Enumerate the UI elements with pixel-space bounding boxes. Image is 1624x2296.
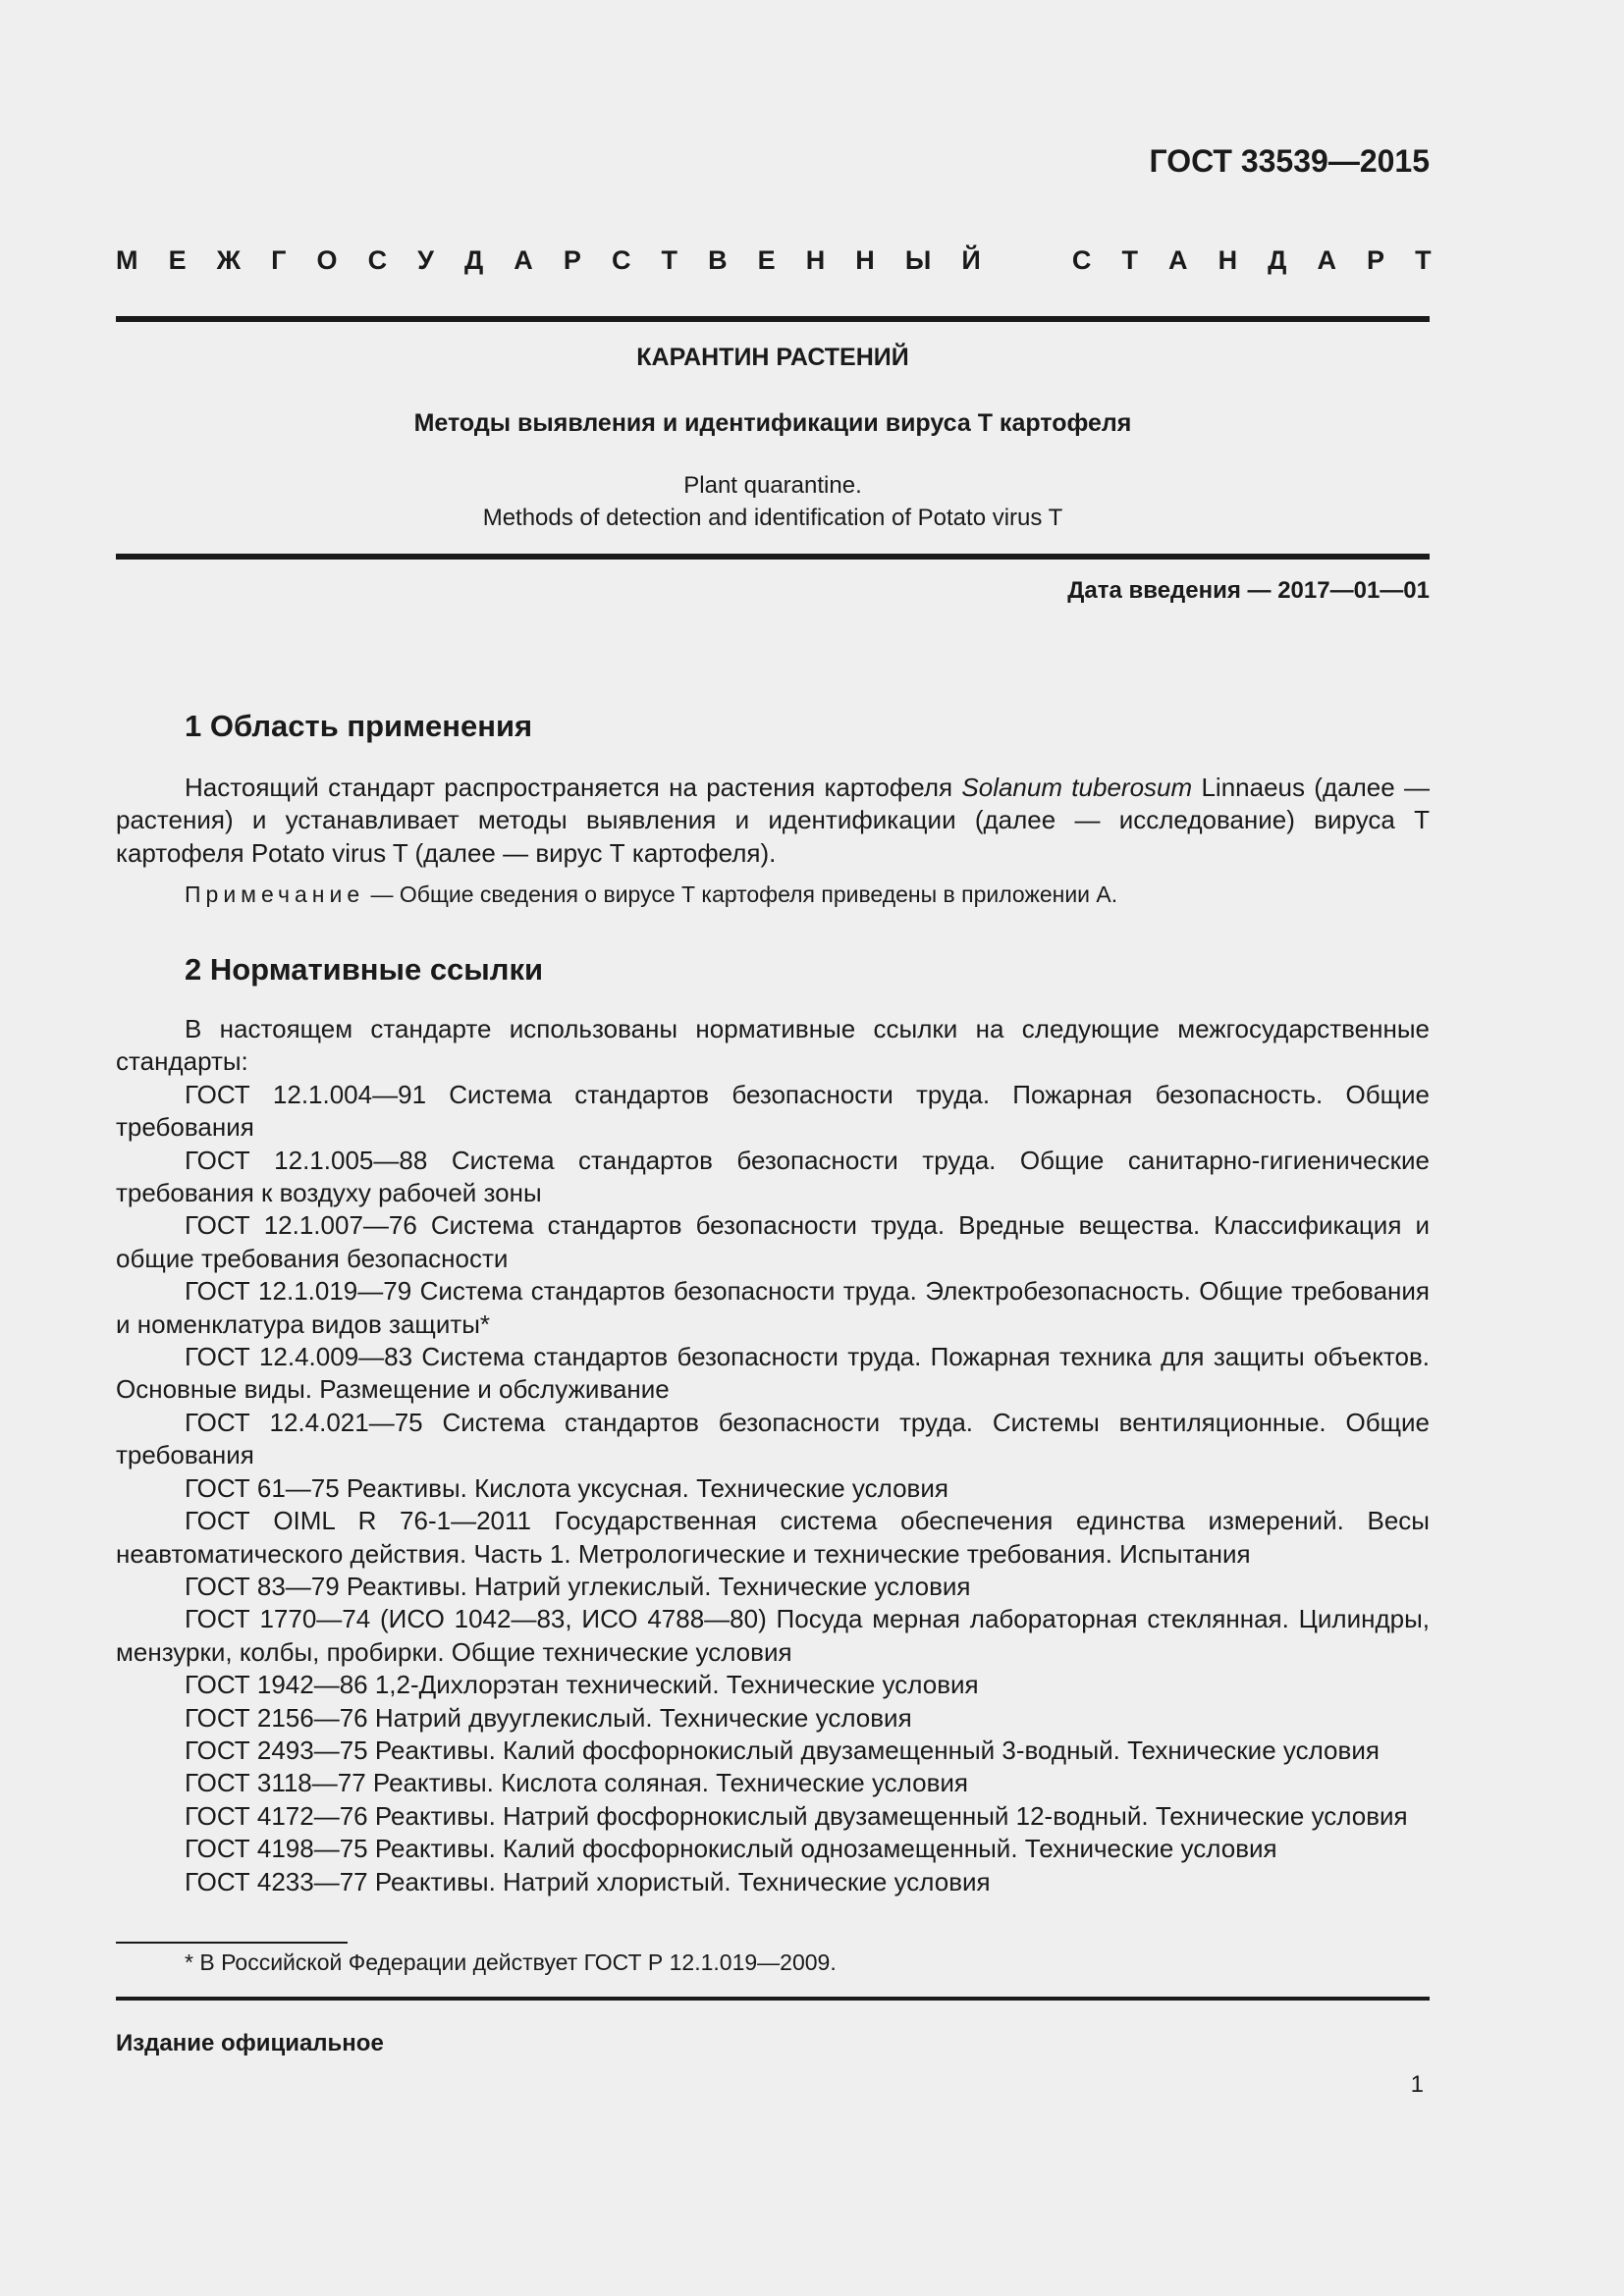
banner-letter: Ы [904, 245, 932, 275]
reference-item: ГОСТ 4172—76 Реактивы. Натрий фосфорнокислый двузамещенный 12-водный. Технические условия [185, 1800, 1408, 1831]
banner-letter: Т [661, 245, 677, 275]
banner-letter: М [116, 245, 138, 275]
banner-letter: О [316, 245, 338, 275]
banner-letter: В [708, 245, 728, 275]
reference-item: ГОСТ 3118—77 Реактивы. Кислота соляная. Технические условия [185, 1768, 969, 1798]
banner-letter: А [1317, 245, 1336, 275]
banner-letter: Т [1415, 245, 1432, 275]
banner-letter: С [611, 245, 631, 275]
note-label: Примечание [185, 881, 365, 907]
banner-letter: Р [1367, 245, 1385, 275]
reference-item: ГОСТ 61—75 Реактивы. Кислота уксусная. Технические условия [185, 1472, 948, 1503]
section-2-body [116, 1013, 1430, 1898]
document-title: КАРАНТИН РАСТЕНИЙ [636, 344, 909, 371]
reference-item: ГОСТ 4233—77 Реактивы. Натрий хлористый. Технические условия [185, 1866, 991, 1896]
reference-item: ГОСТ 12.1.019—79 Система стандартов безопасности труда. Электробезопасность. Общие требования и номенклатура видов защиты* [116, 1276, 1430, 1339]
banner-letter: С [1071, 245, 1092, 275]
banner-letter: Г [271, 245, 287, 275]
footer-rule [116, 1997, 1430, 2001]
gost-number: ГОСТ 33539—2015 [1149, 143, 1430, 179]
english-title-line-1: Plant quarantine. [683, 472, 862, 499]
introduction-date: Дата введения — 2017—01—01 [1067, 577, 1430, 604]
section-1-body [116, 772, 1430, 870]
reference-item: ГОСТ 12.4.021—75 Система стандартов безопасности труда. Системы вентиляционные. Общие требования [116, 1407, 1430, 1470]
note [185, 881, 1117, 908]
reference-item: ГОСТ 12.1.004—91 Система стандартов безопасности труда. Пожарная безопасность. Общие требования [116, 1079, 1430, 1143]
reference-item: ГОСТ OIML R 76-1—2011 Государственная система обеспечения единства измерений. Весы неавтоматического действия. Часть 1. Метрологические и технические требования. Испытания [116, 1506, 1430, 1569]
note-text: — Общие сведения о вирусе Т картофеля приведены в приложении А. [364, 881, 1118, 907]
banner-letter: Е [168, 245, 187, 275]
banner-letter: С [367, 245, 388, 275]
reference-item: ГОСТ 83—79 Реактивы. Натрий углекислый. Технические условия [185, 1571, 971, 1601]
scope-paragraph: Настоящий стандарт распространяется на растения картофеля Solanum tuberosum Linnaeus (далее — растения) и устанавливает методы выявления и идентификации (далее — исследование) вируса Т картофеля Potato virus T (далее — вирус Т картофеля). [116, 773, 1430, 868]
english-title [116, 469, 1430, 534]
section-2-heading: 2 Нормативные ссылки [185, 952, 544, 987]
interstate-standard-banner [116, 245, 1432, 276]
reference-item: ГОСТ 1942—86 1,2-Дихлорэтан технический. Технические условия [185, 1670, 979, 1700]
header-rule [116, 316, 1430, 322]
banner-letter: Н [805, 245, 826, 275]
reference-item: ГОСТ 12.1.007—76 Система стандартов безопасности труда. Вредные вещества. Классификация и общие требования безопасности [116, 1210, 1430, 1273]
species-name: Solanum tuberosum [961, 773, 1193, 802]
footnote: * В Российской Федерации действует ГОСТ Р 12.1.019—2009. [185, 1949, 837, 1975]
reference-item: ГОСТ 12.1.005—88 Система стандартов безопасности труда. Общие санитарно-гигиенические требования к воздуху рабочей зоны [116, 1145, 1430, 1208]
english-title-line-2: Methods of detection and identification of Potato virus T [482, 505, 1063, 531]
reference-item: ГОСТ 4198—75 Реактивы. Калий фосфорнокислый однозамещенный. Технические условия [185, 1834, 1277, 1864]
banner-letter: Н [855, 245, 875, 275]
page-number: 1 [1410, 2071, 1424, 2098]
reference-item: ГОСТ 2493—75 Реактивы. Калий фосфорнокислый двузамещенный 3-водный. Технические условия [185, 1735, 1380, 1765]
banner-letter: Е [757, 245, 776, 275]
official-edition-label: Издание официальное [116, 2030, 384, 2056]
banner-letter: Д [1268, 245, 1287, 275]
banner-letter: Й [961, 245, 981, 275]
banner-letter: Д [463, 245, 484, 275]
banner-letter: Н [1218, 245, 1238, 275]
reference-item: ГОСТ 1770—74 (ИСО 1042—83, ИСО 4788—80) Посуда мерная лабораторная стеклянная. Цилиндры, мензурки, колбы, пробирки. Общие технические условия [116, 1604, 1430, 1667]
banner-letter: Т [1121, 245, 1138, 275]
references-intro: В настоящем стандарте использованы нормативные ссылки на следующие межгосударственные стандарты: [116, 1014, 1430, 1077]
banner-letter: А [1168, 245, 1188, 275]
footnote-rule [116, 1942, 348, 1944]
banner-letter: Ж [216, 245, 242, 275]
title-rule [116, 554, 1430, 560]
banner-letter: А [514, 245, 533, 275]
section-1-heading: 1 Область применения [185, 709, 533, 743]
document-subtitle: Методы выявления и идентификации вируса Т картофеля [413, 409, 1132, 437]
reference-item: ГОСТ 12.4.009—83 Система стандартов безопасности труда. Пожарная техника для защиты объектов. Основные виды. Размещение и обслуживание [116, 1342, 1430, 1405]
banner-letter: У [417, 245, 434, 275]
reference-item: ГОСТ 2156—76 Натрий двууглекислый. Технические условия [185, 1702, 912, 1733]
banner-letter: Р [563, 245, 581, 275]
